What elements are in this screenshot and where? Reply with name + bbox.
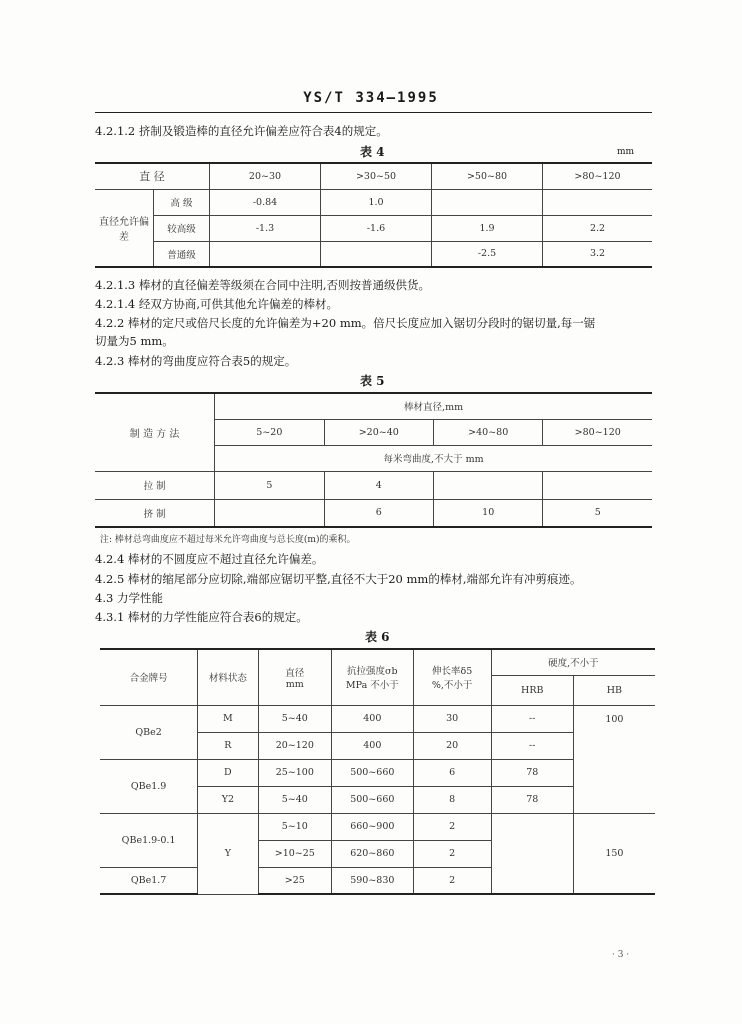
t6-head-elong — [413, 649, 491, 705]
t5-cell — [215, 499, 324, 527]
t6-cell — [491, 813, 573, 894]
t6-cell: 100 — [573, 705, 655, 813]
para-4-2-3: 4.2.3 棒材的弯曲度应符合表5的规定。 — [95, 354, 297, 368]
t4-grade: 较高级 — [154, 215, 210, 241]
t6-cell: 150 — [573, 813, 655, 894]
para-4-2-2-cont: 切量为5 mm。 — [95, 334, 174, 348]
t6-cell: 2 — [413, 867, 491, 894]
t6-cell: >10~25 — [258, 840, 332, 867]
t6-head-strength-l2: MPa 不小于 — [345, 680, 399, 692]
t6-alloy: QBe1.9 — [100, 759, 198, 813]
t4-head: >50~80 — [432, 163, 543, 189]
table5-caption: 表 5 — [360, 374, 385, 388]
t5-cell: 4 — [324, 471, 433, 499]
t4-cell: -0.84 — [210, 189, 321, 215]
t5-col: >20~40 — [324, 419, 433, 445]
t4-cell: -2.5 — [432, 241, 543, 267]
t5-cell — [543, 471, 652, 499]
t5-cell: 5 — [215, 471, 324, 499]
t6-head-elong-l1: 伸长率δ5 — [431, 666, 473, 678]
t6-head-hardness: 硬度,不小于 — [491, 649, 655, 675]
t4-cell — [543, 189, 653, 215]
t4-group-label: 直径允许偏差 — [95, 189, 154, 267]
header-rule — [95, 112, 652, 113]
t6-state: R — [198, 732, 258, 759]
t4-cell: 1.0 — [321, 189, 432, 215]
para-4-2-1-3: 4.2.1.3 棒材的直径偏差等级须在合同中注明,否则按普通级供货。 — [95, 278, 431, 292]
t4-head-diameter: 直 径 — [95, 163, 210, 189]
t4-cell — [321, 241, 432, 267]
t6-cell: 5~40 — [258, 705, 332, 732]
t4-cell — [210, 241, 321, 267]
table-6 — [100, 648, 655, 895]
t6-cell: 2 — [413, 813, 491, 840]
t4-cell: -1.3 — [210, 215, 321, 241]
t6-cell: 5~40 — [258, 786, 332, 813]
t6-head-diameter — [258, 649, 332, 705]
t4-cell — [432, 189, 543, 215]
t6-cell: 400 — [332, 705, 413, 732]
t4-cell: 2.2 — [543, 215, 653, 241]
t6-alloy: QBe2 — [100, 705, 198, 759]
para-4-2-1-2: 4.2.1.2 挤制及锻造棒的直径允许偏差应符合表4的规定。 — [95, 124, 388, 138]
t6-cell: 25~100 — [258, 759, 332, 786]
t6-head-diameter-l2: mm — [285, 678, 304, 690]
table-4 — [95, 162, 652, 268]
t6-head-diameter-l1: 直径 — [285, 667, 305, 679]
t5-method-head: 制 造 方 法 — [95, 393, 215, 471]
t6-head-hb: HB — [573, 675, 655, 705]
t4-cell: -1.6 — [321, 215, 432, 241]
t4-grade: 普通级 — [154, 241, 210, 267]
t4-cell: 3.2 — [543, 241, 653, 267]
para-4-2-2: 4.2.2 棒材的定尺或倍尺长度的允许偏差为+20 mm。倍尺长度应加入锯切分段时的锯切量,每一锯 — [95, 316, 596, 330]
table4-caption: 表 4 — [360, 145, 385, 159]
t6-head-strength-l1: 抗拉强度σb — [347, 666, 398, 678]
section-4-3: 4.3 力学性能 — [95, 591, 163, 605]
t6-state: Y2 — [198, 786, 258, 813]
t4-cell: 1.9 — [432, 215, 543, 241]
t6-alloy: QBe1.7 — [100, 867, 198, 894]
t6-cell: 400 — [332, 732, 413, 759]
t6-cell: -- — [491, 732, 573, 759]
t5-col: >80~120 — [543, 419, 652, 445]
t6-cell: -- — [491, 705, 573, 732]
t6-cell: 2 — [413, 840, 491, 867]
para-4-2-5: 4.2.5 棒材的缩尾部分应切除,端部应锯切平整,直径不大于20 mm的棒材,端部允许有冲剪痕迹。 — [95, 572, 582, 586]
t5-cell: 10 — [433, 499, 542, 527]
t6-head-strength — [332, 649, 413, 705]
t4-head: >30~50 — [321, 163, 432, 189]
t6-cell: 78 — [491, 786, 573, 813]
t6-state: Y — [198, 813, 258, 894]
t6-state: M — [198, 705, 258, 732]
para-4-3-1: 4.3.1 棒材的力学性能应符合表6的规定。 — [95, 610, 308, 624]
t6-cell: 30 — [413, 705, 491, 732]
t6-cell: 6 — [413, 759, 491, 786]
t5-sub-head: 每米弯曲度,不大于 mm — [215, 445, 652, 471]
t6-alloy: QBe1.9-0.1 — [100, 813, 198, 867]
t5-cell: 5 — [543, 499, 652, 527]
t6-cell: 78 — [491, 759, 573, 786]
table-5 — [95, 392, 652, 528]
t5-col: >40~80 — [433, 419, 542, 445]
t6-cell: 8 — [413, 786, 491, 813]
para-4-2-4: 4.2.4 棒材的不圆度应不超过直径允许偏差。 — [95, 552, 324, 566]
t6-head-alloy: 合金牌号 — [100, 649, 198, 705]
t6-cell: >25 — [258, 867, 332, 894]
table5-note: 注: 棒材总弯曲度应不超过每米允许弯曲度与总长度(m)的乘积。 — [100, 535, 356, 545]
t6-cell: 20~120 — [258, 732, 332, 759]
t6-cell: 660~900 — [332, 813, 413, 840]
t5-col: 5~20 — [215, 419, 324, 445]
t6-head-state: 材料状态 — [198, 649, 258, 705]
t5-method: 挤 制 — [95, 499, 215, 527]
t6-head-hrb: HRB — [491, 675, 573, 705]
t4-head: >80~120 — [543, 163, 653, 189]
t5-cell: 6 — [324, 499, 433, 527]
doc-header: YS/T 334—1995 — [303, 90, 439, 106]
t6-cell: 20 — [413, 732, 491, 759]
t6-head-elong-l2: %,不小于 — [431, 680, 473, 692]
t6-state: D — [198, 759, 258, 786]
t6-cell: 620~860 — [332, 840, 413, 867]
t6-cell: 500~660 — [332, 759, 413, 786]
t5-diameter-head: 棒材直径,mm — [215, 393, 652, 419]
table4-unit: mm — [617, 147, 635, 157]
t4-grade: 高 级 — [154, 189, 210, 215]
t6-cell: 500~660 — [332, 786, 413, 813]
page-number: · 3 · — [612, 950, 630, 960]
t5-method: 拉 制 — [95, 471, 215, 499]
t6-cell: 5~10 — [258, 813, 332, 840]
table6-caption: 表 6 — [365, 630, 390, 644]
t6-cell: 590~830 — [332, 867, 413, 894]
t5-cell — [433, 471, 542, 499]
para-4-2-1-4: 4.2.1.4 经双方协商,可供其他允许偏差的棒材。 — [95, 297, 339, 311]
t4-head: 20~30 — [210, 163, 321, 189]
